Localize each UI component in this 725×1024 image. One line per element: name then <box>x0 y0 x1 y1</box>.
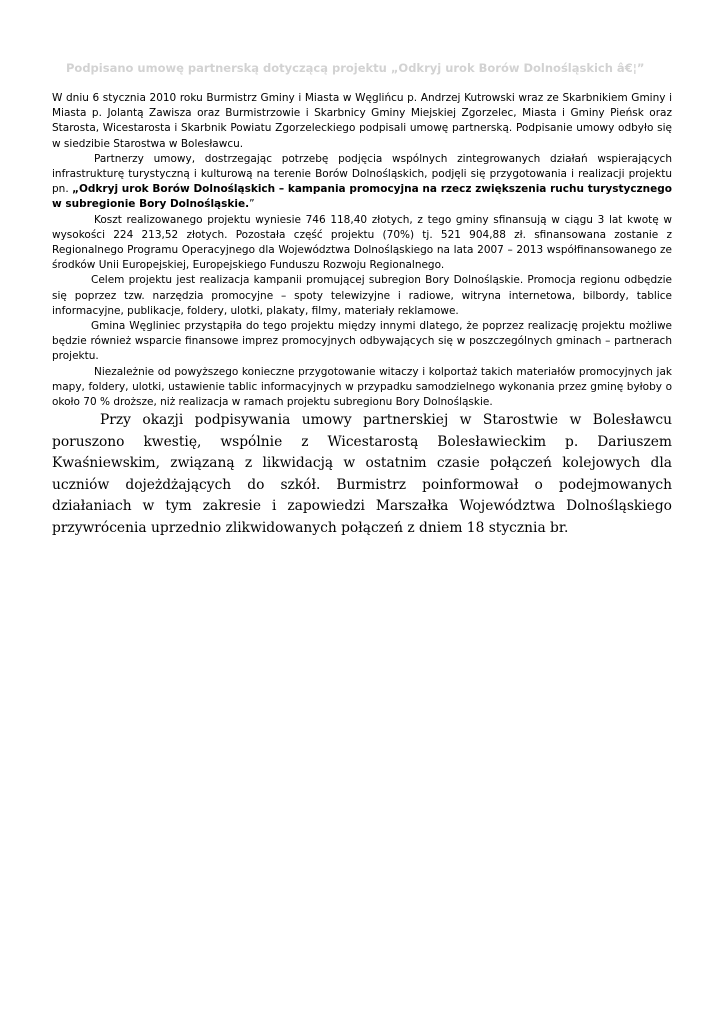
project-name-closing-quote: ” <box>249 198 255 211</box>
paragraph-goal: Celem projektu jest realizacja kampanii promującej subregion Bory Dolnośląskie. Promocja regionu odbędzie się poprzez tzw. narzędzia promocyjne – spoty telewizyjne i radiowe, witryna internetowa, bilbordy, tablice informacyjne, publikacje, foldery, ulotki, plakaty, filmy, materiały reklamowe. <box>52 274 672 317</box>
paragraph-cost: Koszt realizowanego projektu wyniesie 746 118,40 złotych, z tego gminy sfinansują w ciągu 3 lat kwotę w wysokości 224 213,52 złotych. Pozostała część projektu (70%) tj. 521 904,88 zł. sfinansowana zostanie z Regionalnego Programu Operacyjnego dla Województwa Dolnośląskiego na lata 2007 – 2013 współfinansowanego ze środków Unii Europejskiej, Europejskiego Funduszu Rozwoju Regionalnego. <box>52 213 672 272</box>
paragraph-partners <box>52 152 672 213</box>
article-body <box>52 91 672 410</box>
article-title: Podpisano umowę partnerską dotyczącą projektu „Odkryj urok Borów Dolnośląskich â€¦” <box>66 61 645 75</box>
paragraph-signing: W dniu 6 stycznia 2010 roku Burmistrz Gminy i Miasta w Węglińcu p. Andrzej Kutrowski wraz ze Skarbnikiem Gminy i Miasta p. Jolantą Zawisza oraz Burmistrzowie i Skarbnicy Gminy Miejskiej Zgorzelec, Miasta i Gminy Pieńsk oraz Starosta, Wicestarosta i Skarbnik Powiatu Zgorzeleckiego podpisali umowę partnerską. Podpisanie umowy odbyło się w siedzibie Starostwa w Bolesławcu. <box>52 92 672 150</box>
paragraph-independent: Niezależnie od powyższego konieczne przygotowanie witaczy i kolportaż takich materiałów promocyjnych jak mapy, foldery, ulotki, ustawienie tablic informacyjnych w przypadku samodzielnego wykonania przez gminę byłoby o około 70 % droższe, niż realizacja w ramach projektu subregionu Bory Dolnośląskie. <box>52 365 672 409</box>
paragraph-partners-text: Partnerzy umowy, dostrzegając potrzebę podjęcia wspólnych zintegrowanych działań wspierających infrastrukturę turystyczną i kulturową na terenie Borów Dolnośląskich, podjęli się przygotowania i realizacji projektu pn. <box>52 152 672 196</box>
paragraph-rail-connections: Przy okazji podpisywania umowy partnerskiej w Starostwie w Bolesławcu poruszono kwestię, wspólnie z Wicestarostą Bolesławieckim p. Dariuszem Kwaśniewskim, związaną z likwidacją w ostatnim czasie połączeń kolejowych dla uczniów dojeżdżających do szkół. Burmistrz poinformował o podejmowanych działaniach w tym zakresie i zapowiedzi Marszałka Województwa Dolnośląskiego przywrócenia uprzednio zlikwidowanych połączeń z dniem 18 stycznia br. <box>52 412 672 536</box>
paragraph-wegliniec: Gmina Węgliniec przystąpiła do tego projektu między innymi dlatego, że poprzez realizację projektu możliwe będzie również wsparcie finansowe imprez promocyjnych odbywających się w poszczególnych gminach – partnerach projektu. <box>52 320 672 363</box>
project-name: „Odkryj urok Borów Dolnośląskich – kampania promocyjna na rzecz zwiększenia ruchu turystycznego w subregionie Bory Dolnośląskie. <box>52 183 672 211</box>
